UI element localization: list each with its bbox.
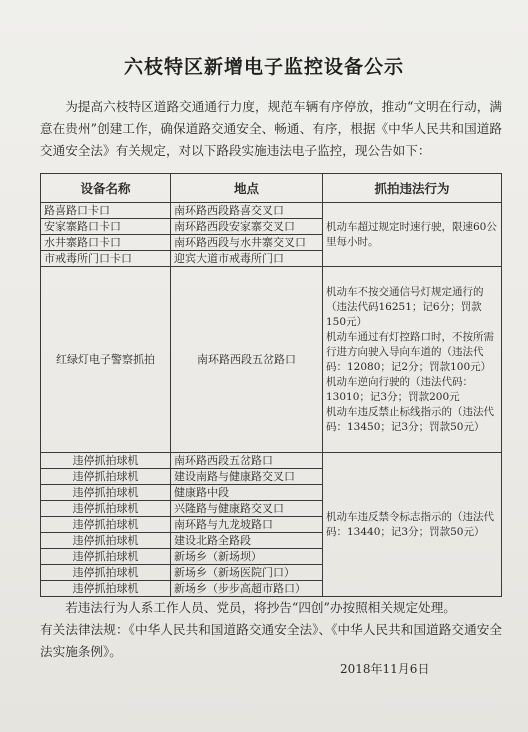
device-cell: 违停抓拍球机: [41, 469, 171, 485]
parking-behavior-cell: 机动车违反禁令标志指示的（违法代码：13440；记3分；罚款50元）: [323, 453, 502, 597]
location-cell: 建设南路与健康路交叉口: [171, 469, 323, 485]
signal-behavior-cell: [323, 267, 502, 453]
table-row: [41, 267, 502, 453]
device-cell: 水井寨路口卡口: [41, 235, 171, 251]
monitoring-table: [40, 173, 502, 597]
behavior-item: 机动车违反禁止标线指示的（违法代码：13450；记3分；罚款50元）: [326, 405, 494, 433]
document-title: 六枝特区新增电子监控设备公示: [123, 56, 404, 78]
location-cell: 新场乡（新场医院门口）: [171, 565, 323, 581]
device-cell: 违停抓拍球机: [41, 485, 171, 501]
table-row: [41, 203, 502, 219]
device-cell: 路喜路口卡口: [41, 203, 171, 219]
location-cell: 南环路西段五岔路口: [171, 267, 323, 453]
location-cell: 新场乡（新场坝）: [171, 549, 323, 565]
behavior-item: 机动车不按交通信号灯规定通行的（违法代码16251；记6分；罚款150元）: [326, 285, 484, 328]
device-cell: 违停抓拍球机: [41, 453, 171, 469]
behavior-item: 机动车逆向行驶的（违法代码：13010；记3分；罚款200元: [326, 375, 473, 403]
location-cell: 南环路西段与水井寨交叉口: [171, 235, 323, 251]
device-cell: 违停抓拍球机: [41, 501, 171, 517]
device-cell: 红绿灯电子警察抓拍: [41, 267, 171, 453]
device-cell: 违停抓拍球机: [41, 565, 171, 581]
location-cell: 健康路中段: [171, 485, 323, 501]
header-device: 设备名称: [41, 174, 171, 203]
location-cell: 迎宾大道市戒毒所门口: [171, 251, 323, 267]
header-location: 地点: [171, 174, 323, 203]
behavior-item: 机动车通过有灯控路口时，不按所需行进方向驶入导向车道的（违法代码：12080；记2分；罚款100元）: [326, 330, 494, 373]
table-row: [41, 453, 502, 469]
closing-paragraph: 若违法行为人系工作人员、党员，将抄告“四创”办按照相关规定处理。: [65, 600, 456, 615]
header-behavior: 抓拍违法行为: [323, 174, 502, 203]
closing-section: [40, 597, 502, 663]
legal-basis-paragraph: 有关法律法规：《中华人民共和国道路交通安全法》、《中华人民共和国道路交通安全法实施条例》。: [40, 622, 502, 659]
device-cell: 违停抓拍球机: [41, 549, 171, 565]
document-date: 2018年11月6日: [340, 662, 430, 676]
location-cell: 南环路西段路喜交叉口: [171, 203, 323, 219]
location-cell: 南环路西段五岔路口: [171, 453, 323, 469]
location-cell: 兴隆路与健康路交叉口: [171, 501, 323, 517]
location-cell: 新场乡（步步高超市路口）: [171, 581, 323, 597]
speed-behavior-cell: 机动车超过规定时速行驶，限速60公里每小时。: [323, 203, 502, 267]
device-cell: 安家寨路口卡口: [41, 219, 171, 235]
intro-paragraph: 为提高六枝特区道路交通通行力度，规范车辆有序停放，推动“文明在行动，满意在贵州”创建工作，确保道路交通安全、畅通、有序，根据《中华人民共和国道路交通安全法》有关规定，对以下路段实施违法电子监控，现公告如下：: [40, 99, 502, 158]
device-cell: 市戒毒所门口卡口: [41, 251, 171, 267]
location-cell: 南环路与九龙坡路口: [171, 517, 323, 533]
table-header-row: [41, 174, 502, 203]
device-cell: 违停抓拍球机: [41, 517, 171, 533]
location-cell: 南环路西段安家寨交叉口: [171, 219, 323, 235]
device-cell: 违停抓拍球机: [41, 581, 171, 597]
device-cell: 违停抓拍球机: [41, 533, 171, 549]
location-cell: 建设北路全路段: [171, 533, 323, 549]
